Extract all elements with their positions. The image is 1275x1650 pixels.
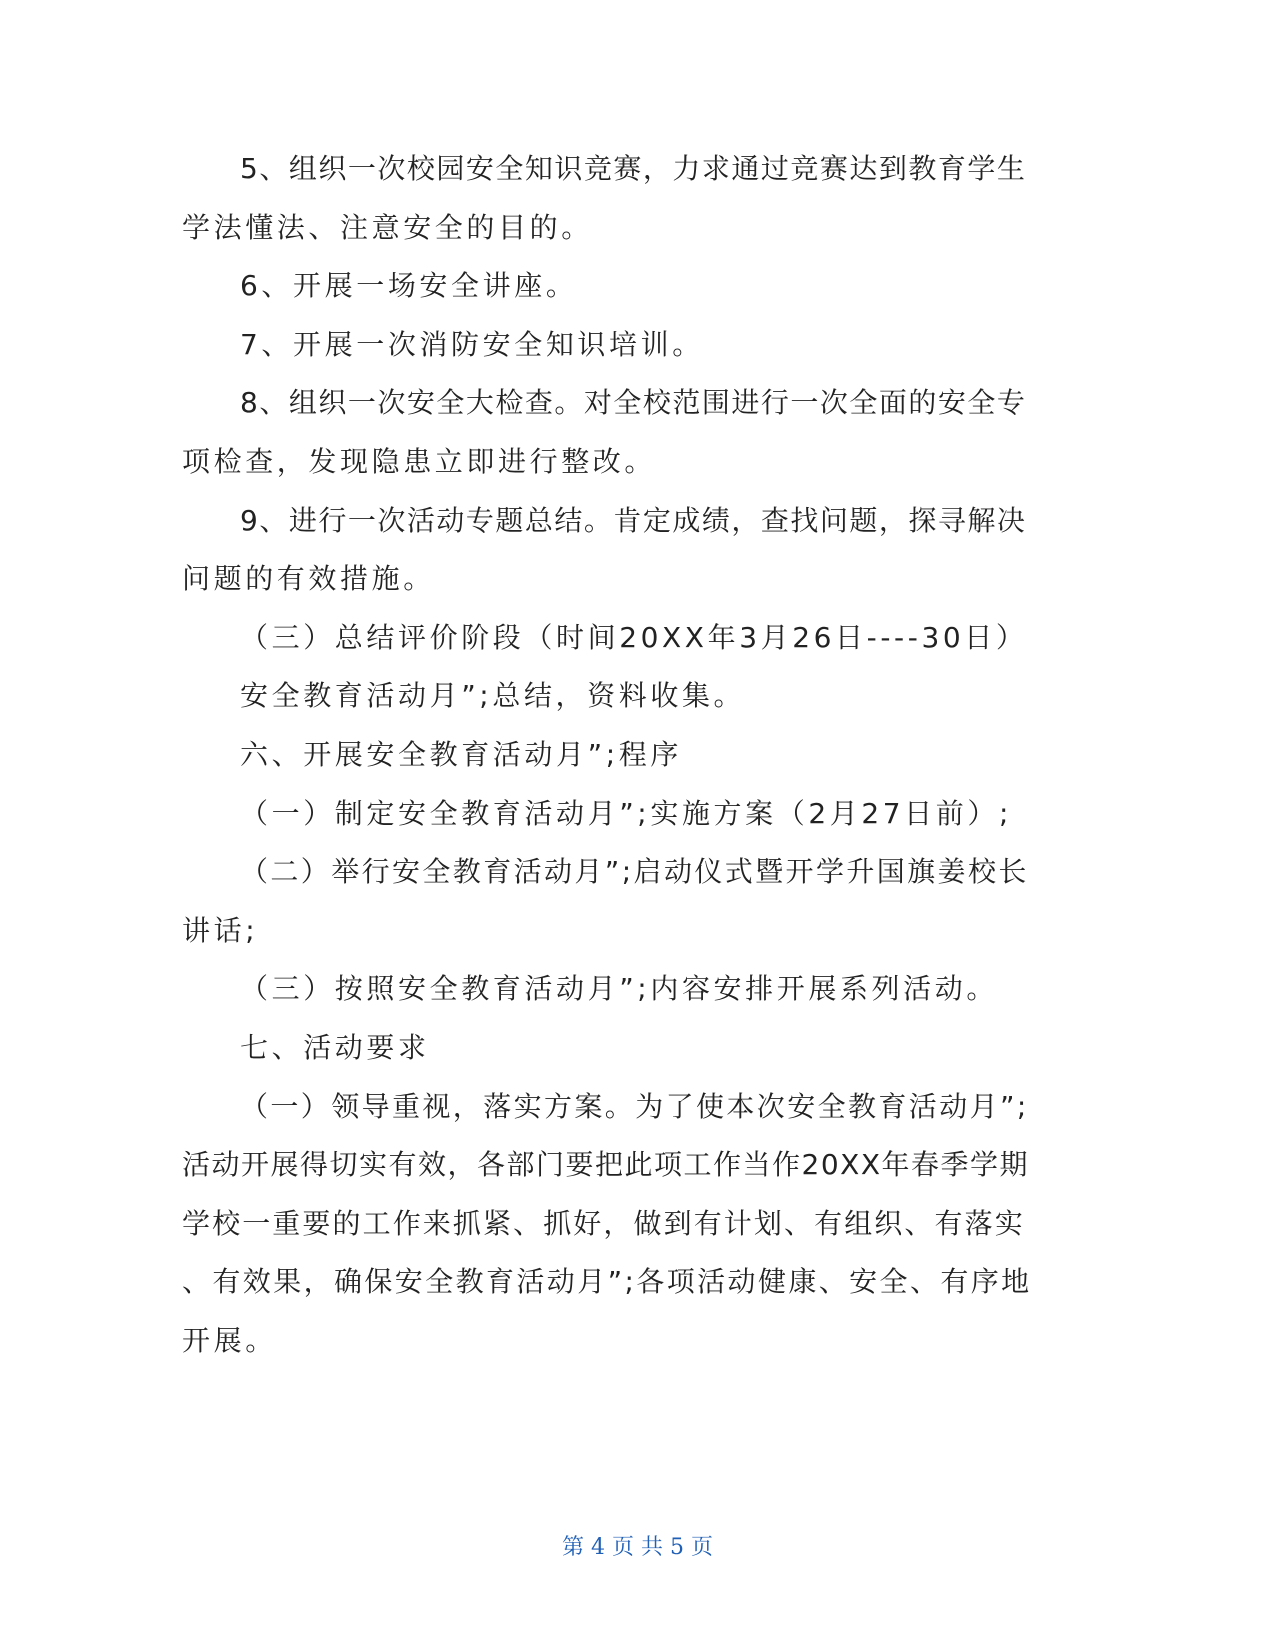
- page-number-footer: 第 4 页 共 5 页: [562, 1535, 713, 1560]
- section-heading: 六、开展安全教育活动月”;程序: [240, 737, 682, 771]
- section-heading: （三）总结评价阶段（时间20XX年3月26日----30日）: [240, 620, 1028, 654]
- paragraph-line: 9、进行一次活动专题总结。肯定成绩，查找问题，探寻解决: [240, 503, 1027, 537]
- paragraph-line: 活动开展得切实有效，各部门要把此项工作当作20XX年春季学期: [182, 1148, 1029, 1182]
- paragraph-line: 项检查，发现隐患立即进行整改。: [182, 444, 657, 478]
- paragraph-line: 学法懂法、注意安全的目的。: [182, 210, 593, 244]
- paragraph-line: （二）举行安全教育活动月”;启动仪式暨开学升国旗姜校长: [240, 855, 1029, 889]
- paragraph-line: 、有效果，确保安全教育活动月”;各项活动健康、安全、有序地: [182, 1265, 1032, 1299]
- document-body: [182, 140, 1032, 1370]
- paragraph-line: 讲话;: [182, 913, 259, 947]
- paragraph-line: 6、开展一场安全讲座。: [240, 269, 578, 303]
- paragraph-line: 7、开展一次消防安全知识培训。: [240, 327, 704, 361]
- paragraph-line: 8、组织一次安全大检查。对全校范围进行一次全面的安全专: [240, 386, 1027, 420]
- paragraph-line: （一）制定安全教育活动月”;实施方案（2月27日前）;: [240, 796, 1013, 830]
- section-heading: 七、活动要求: [240, 1030, 430, 1064]
- paragraph-line: 开展。: [182, 1323, 277, 1357]
- paragraph-line: （三）按照安全教育活动月”;内容安排开展系列活动。: [240, 972, 998, 1006]
- paragraph-line: 学校一重要的工作来抓紧、抓好，做到有计划、有组织、有落实: [182, 1206, 1025, 1240]
- paragraph-line: 安全教育活动月”;总结，资料收集。: [240, 679, 746, 713]
- paragraph-line: 5、组织一次校园安全知识竞赛，力求通过竞赛达到教育学生: [240, 152, 1027, 185]
- paragraph-line: （一）领导重视，落实方案。为了使本次安全教育活动月”;: [240, 1089, 1029, 1123]
- paragraph-line: 问题的有效措施。: [182, 562, 435, 596]
